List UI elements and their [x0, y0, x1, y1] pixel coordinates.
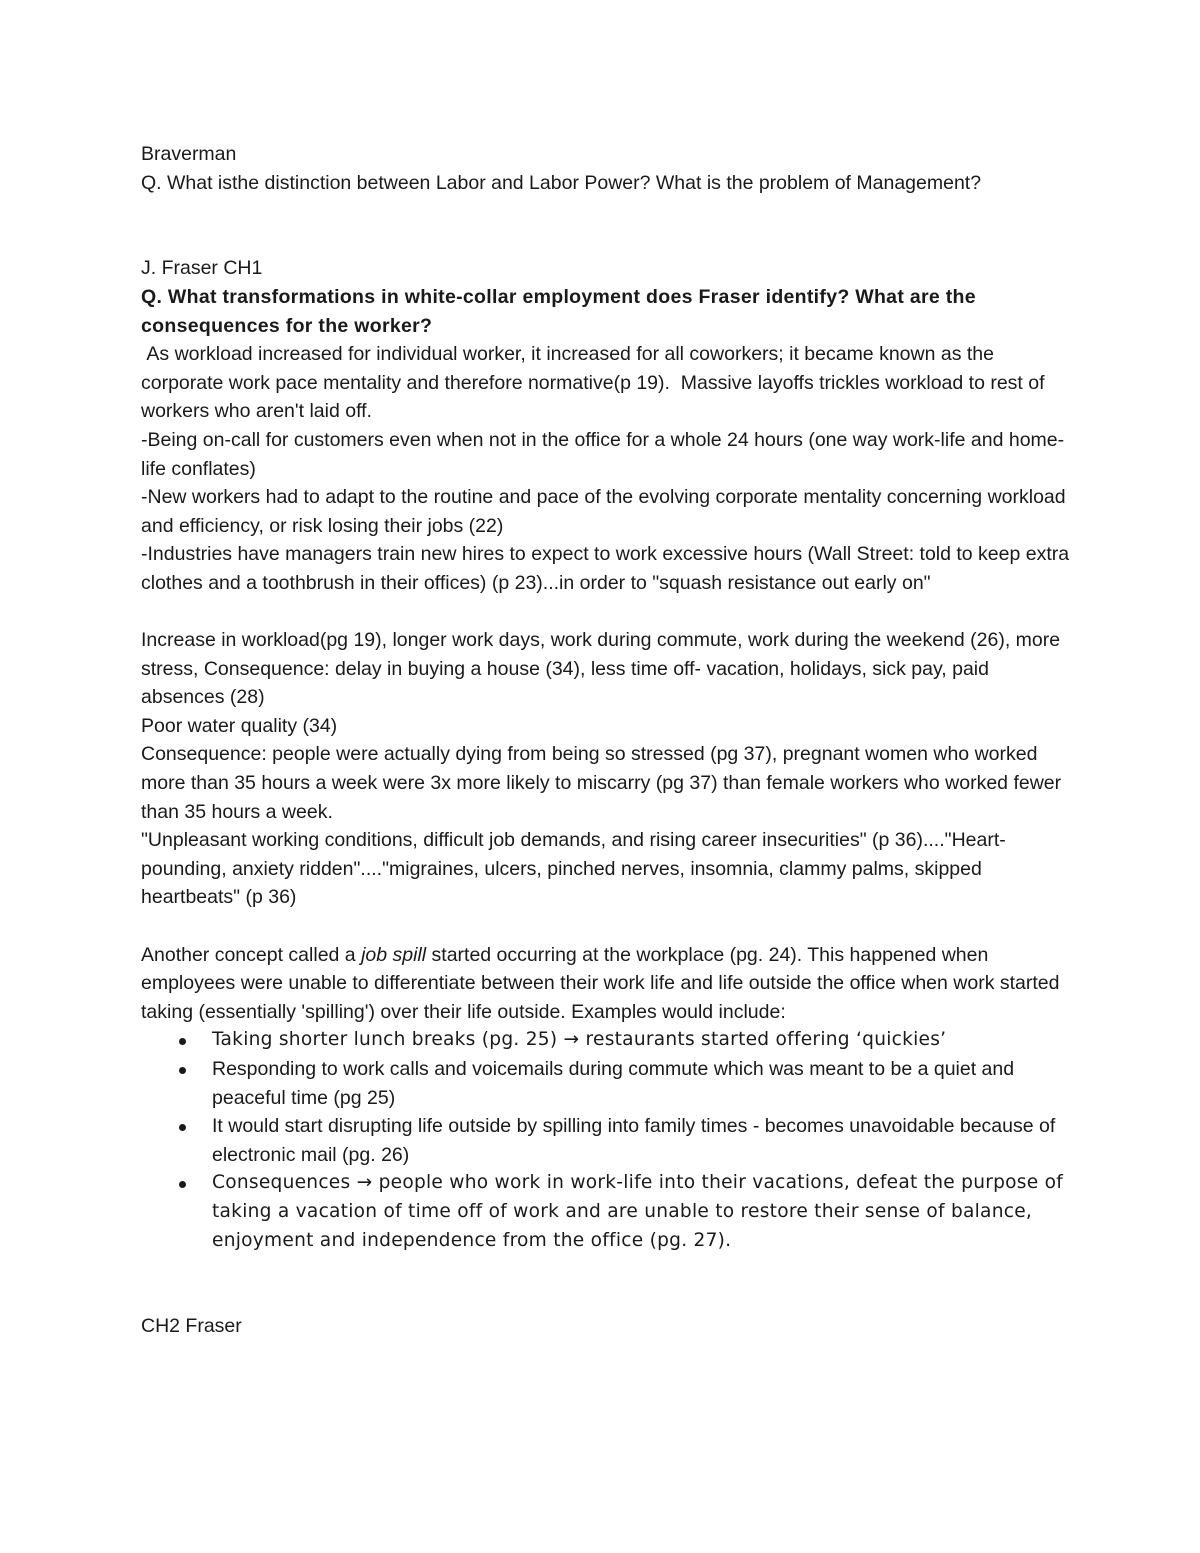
section-heading-braverman: Braverman: [141, 143, 237, 165]
answer-paragraph-9: [141, 941, 1071, 1027]
job-spill-term: job spill: [361, 943, 427, 966]
answer-paragraph-5: Increase in workload(pg 19), longer work days, work during commute, work during the weekend (26), more stress, Consequence: delay in buying a house (34), less time off- vacation, holidays, sick pay, paid absences (28): [141, 629, 1061, 709]
spacer: [141, 1255, 1071, 1312]
answer-paragraph-6: Poor water quality (34): [141, 714, 338, 737]
job-spill-explanation: started occurring at the workplace (pg. 24). This happened when employees were unable to differentiate between their work life and life outside the office when work started taking (essentially 'spilling') over their life outside. Examples would include:: [141, 943, 1060, 1023]
list-item: Taking shorter lunch breaks (pg. 25) → restaurants started offering ‘quickies’: [141, 1026, 1071, 1055]
answer-paragraph-4: -Industries have managers train new hires to expect to work excessive hours (Wall Street: told to keep extra clothes and a toothbrush in their offices) (p 23)...in order to "squash resistance out early on": [141, 543, 1070, 594]
answer-paragraph-2: -Being on-call for customers even when not in the office for a whole 24 hours (one way work-life and home-life conflates): [141, 428, 1065, 480]
list-item: Responding to work calls and voicemails during commute which was meant to be a quiet and peaceful time (pg 25): [141, 1055, 1071, 1112]
section-heading-fraser-ch1: J. Fraser CH1: [141, 257, 263, 280]
answer-paragraph-8: "Unpleasant working conditions, difficult job demands, and rising career insecurities" (p 36)...."Heart-pounding, anxiety ridden"...."migraines, ulcers, pinched nerves, insomnia, clammy palms, skipped heartbeats" (p 36): [141, 829, 1006, 909]
document-page: [141, 140, 1071, 1341]
examples-list: [141, 1026, 1071, 1255]
answer-paragraph-1: As workload increased for individual worker, it increased for all coworkers; it became known as the corporate work pace mentality and therefore normative(p 19). Massive layoffs trickles workload to rest of workers who aren't laid off.: [141, 343, 1050, 423]
question-braverman: Q. What isthe distinction between Labor and Labor Power? What is the problem of Management?: [141, 171, 982, 194]
spacer: [141, 598, 1071, 627]
spacer: [141, 197, 1071, 254]
question-fraser-ch1: Q. What transformations in white-collar employment does Fraser identify? What are the consequences for the worker?: [141, 285, 976, 337]
list-item: It would start disrupting life outside by spilling into family times - becomes unavoidable because of electronic mail (pg. 26): [141, 1112, 1071, 1169]
section-heading-fraser-ch2: CH2 Fraser: [141, 1315, 242, 1338]
list-item: Consequences → people who work in work-life into their vacations, defeat the purpose of taking a vacation of time off of work and are unable to restore their sense of balance, enjoyment and independence from the office (pg. 27).: [141, 1169, 1071, 1255]
spacer: [141, 912, 1071, 941]
job-spill-intro: Another concept called a: [141, 943, 362, 966]
answer-paragraph-3: -New workers had to adapt to the routine and pace of the evolving corporate mentality concerning workload and efficiency, or risk losing their jobs (22): [141, 486, 1066, 537]
answer-paragraph-7: Consequence: people were actually dying from being so stressed (pg 37), pregnant women who worked more than 35 hours a week were 3x more likely to miscarry (pg 37) than female workers who worked fewer than 35 hours a week.: [141, 743, 1062, 823]
